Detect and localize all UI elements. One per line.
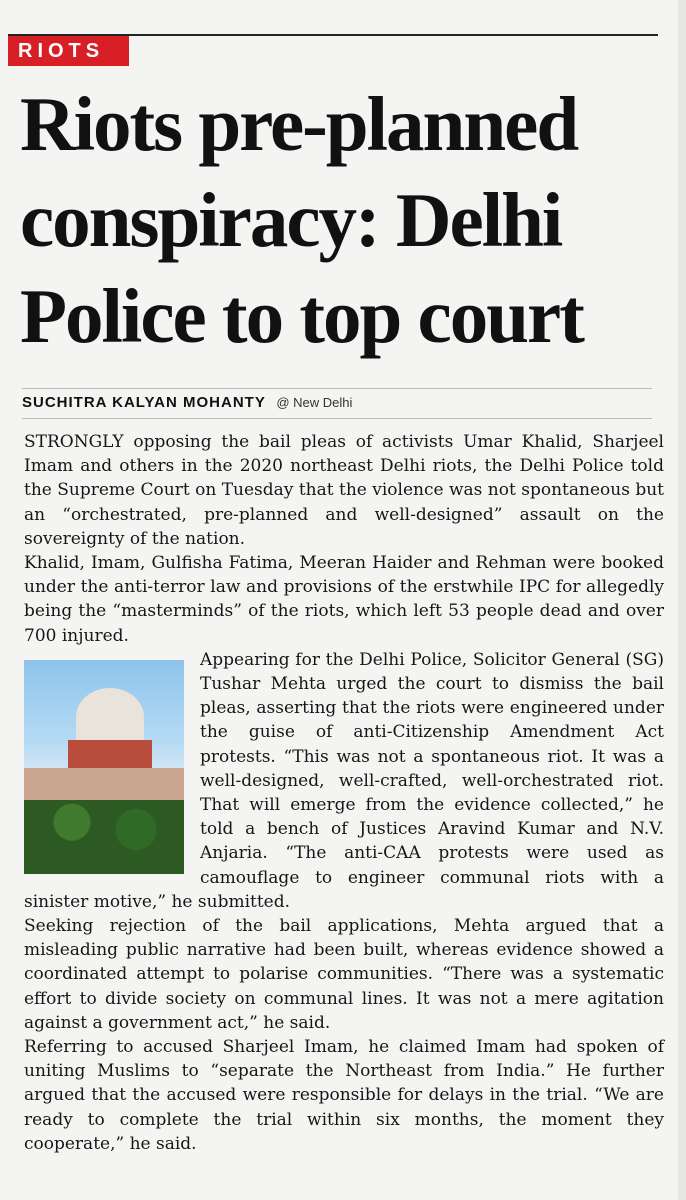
paragraph-5: Referring to accused Sharjeel Imam, he claimed Imam had spoken of uniting Muslims to “separate the Northeast from India.” He further argued that the accused were responsible for delays in the trial. “We are ready to complete the trial within six months, the moment they cooperate,” he said. xyxy=(24,1037,664,1154)
byline xyxy=(22,394,352,412)
paragraph-3: Appearing for the Delhi Police, Solicitor General (SG) Tushar Mehta urged the court to dismiss the bail pleas, asserting that the riots were engineered under the guise of anti-Citizenship Amendment Act protests. “This was not a spontaneous riot. It was a well-designed, well-crafted, well-orchestrated riot. That will emerge from the evidence collected,” he told a bench of Justices Aravind Kumar and N.V. Anjaria. “The anti-CAA protests were used as camouflage to engineer communal riots with a sinister motive,” he submitted. xyxy=(24,649,664,912)
paragraph-2 xyxy=(24,551,664,648)
paragraph-1: STRONGLY opposing the bail pleas of activists Umar Khalid, Sharjeel Imam and others in the 2020 northeast Delhi riots, the Delhi Police told the Supreme Court on Tuesday that the violence was not spontaneous but an “orchestrated, pre-planned and well-designed” assault on the sovereignty of the nation. xyxy=(24,432,664,549)
headline: Riots pre-planned conspiracy: Delhi Police to top court xyxy=(20,81,583,359)
byline-divider-bottom xyxy=(22,418,652,419)
section-kicker: RIOTS xyxy=(8,36,129,66)
photo-base xyxy=(24,768,184,804)
byline-divider-top xyxy=(22,388,652,389)
paragraph-4: Seeking rejection of the bail applications, Mehta argued that a misleading public narrative had been built, whereas evidence showed a coordinated attempt to polarise communities. “There was a systematic effort to divide society on communal lines. It was not a mere agitation against a government act,” he said. xyxy=(24,916,664,1033)
adjacent-column-edge xyxy=(678,0,686,1200)
article-body xyxy=(24,430,664,1156)
paragraph-2-text: Khalid, Imam, Gulfisha Fatima, Meeran Haider and Rehman were booked under the anti-terror law and provisions of the erstwhile IPC for allegedly being the “masterminds” of the riots, which left 53 people dead and over 700 injured. xyxy=(24,553,664,646)
byline-author: SUCHITRA KALYAN MOHANTY xyxy=(22,394,266,411)
photo-dome xyxy=(76,688,144,746)
byline-location: @ New Delhi xyxy=(276,395,353,410)
photo-drum xyxy=(68,740,152,770)
supreme-court-building-photo xyxy=(24,660,184,874)
photo-trees xyxy=(24,800,184,874)
